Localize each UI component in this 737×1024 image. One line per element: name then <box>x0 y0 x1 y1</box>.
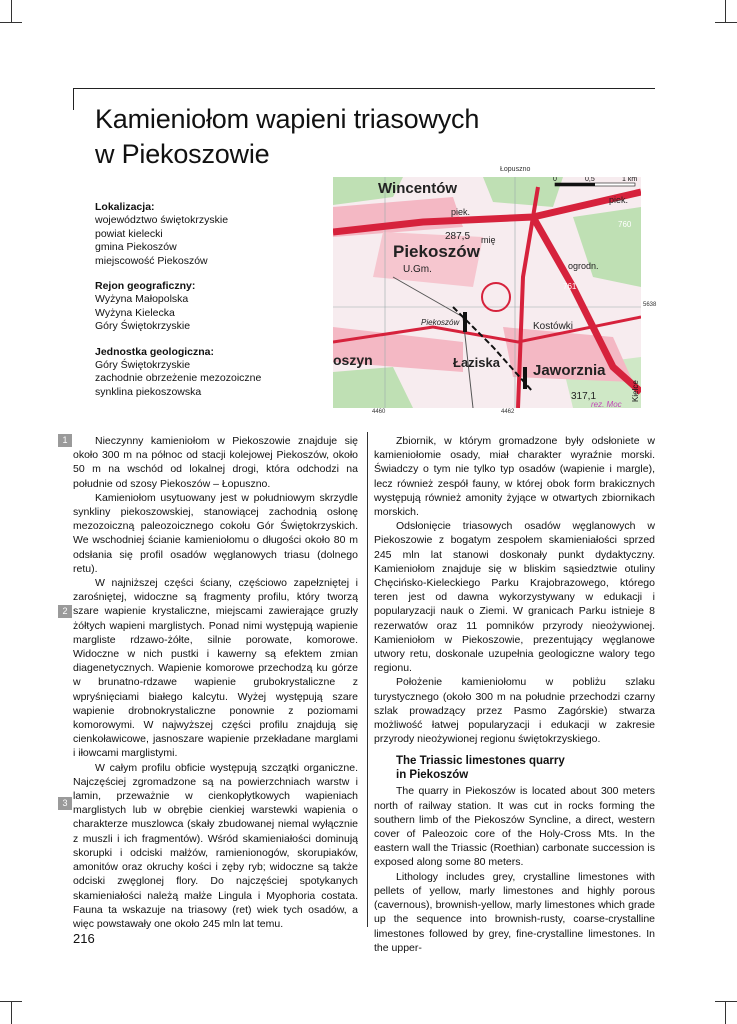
map-text: Jaworznia <box>533 362 606 379</box>
map-text: Piekoszów <box>393 242 480 261</box>
location-line: powiat kielecki <box>95 227 163 240</box>
geo-unit-heading: Jednostka geologiczna: <box>95 345 215 358</box>
crop-mark <box>0 22 22 23</box>
paragraph: Kamieniołom usytuowany jest w południowym skrzydle synkliny piekoszowskiej, stanowiącej zachodnią osłonę mezozoiczną paleozoicznego cokołu Gór Świętokrzyskich. We wschodniej ścianie kamieniołomu o długości około 80 m odsłania się profil osadów węglanowych triasu (dolnego retu). <box>73 491 358 575</box>
map-text: piek. <box>609 195 629 205</box>
map-text: Piekoszów <box>421 318 460 327</box>
scale-label: 1 km <box>622 177 638 183</box>
paragraph: Lithology includes grey, crystalline limestones with pellets of yellow, marly limestones and highly porous (cavernous), brownish-yellow, marly limestones which grade up the sequence into brownish-rusty, coarse-crystalline limestones followed by grey, fine-crystalline limestones. In the upper- <box>374 870 655 954</box>
topographic-map <box>333 177 641 408</box>
paragraph: Zbiornik, w którym gromadzone były odsłoniete w kamieniołomie osady, miał charakter wyraźnie morski. Świadczy o tym nie tylko typ osadów (wapienie i margle), lecz również zespół fauny, w której obok form brakicznych występują również amonity żyjące w otwartych zbiornikach morskich. <box>374 435 655 519</box>
header-rule <box>73 88 655 89</box>
map-text: oszyn <box>333 352 373 368</box>
crop-mark <box>0 1001 22 1002</box>
english-heading-line-1: The Triassic limestones quarry <box>396 755 565 768</box>
photo-marker: 3 <box>58 797 72 810</box>
map-graphic <box>333 177 641 408</box>
paragraph: Nieczynny kamieniołom w Piekoszowie znajduje się około 300 m na północ od stacji kolejowej Piekoszów, około 50 m na wschód od lokalnej drogi, która odchodzi na południe od szosy Piekoszów – Łopuszno. <box>73 435 358 490</box>
location-line: miejscowość Piekoszów <box>95 254 208 267</box>
header-rule-vertical <box>73 88 74 110</box>
map-text: 760 <box>618 220 632 229</box>
quarry-wall <box>463 312 467 332</box>
map-text: 761 <box>563 282 577 291</box>
title-line-1: Kamieniołom wapieni triasowych <box>95 104 480 134</box>
map-text: ogrodn. <box>568 261 599 271</box>
map-text: Wincentów <box>378 180 458 197</box>
location-line: województwo świętokrzyskie <box>95 214 229 227</box>
crop-mark <box>11 0 12 22</box>
crop-mark <box>725 0 726 22</box>
map-label-lopuszno: Łopuszno <box>500 166 531 173</box>
map-text: 317,1 <box>571 391 597 402</box>
right-column <box>374 434 655 955</box>
english-heading <box>374 754 655 782</box>
geo-unit-line: Góry Świętokrzyskie <box>95 359 191 372</box>
map-text: mię <box>481 235 496 245</box>
crop-mark <box>715 22 737 23</box>
paragraph: Położenie kamieniołomu w pobliżu szlaku turystycznego (około 300 m na południe przechodzi czarny szlak prowadzący przez Pasmo Zagórskie) stwarza możliwość łatwej popularyzacji i edukacji w zakresie przyrody nieożywionej regionu świętokrzyskiego. <box>374 676 655 746</box>
railway-station <box>523 367 527 389</box>
map-text: U.Gm. <box>403 264 432 275</box>
paragraph: W całym profilu obficie występują szczątki organiczne. Najczęściej zgromadzone są na powierzchniach warstw i lamin, przeważnie w cienkopłytkowych wapieniach marglistych lub w obrębie cienkiej warstewki wapienia o charakterze muszlowca (skały zbudowanej niemal wyłącznie z muszli i ich fragmentów). Wśród skamieniałości dominują skorupki i odciski małżów, ramienionogów, skorupiaków, amonitów oraz okruchy kości i zęby ryb; widoczne są także odciski zwęglonej flory. Do najczęściej spotykanych skamieniałości należą małże Lingula i Myophoria costata. Fauna ta wskazuje na triasowy (ret) wiek tych osadów, a więc powstawały one około 245 mln lat temu. <box>73 761 358 930</box>
location-block <box>95 201 325 268</box>
geo-unit-block <box>95 346 325 400</box>
map-text: piek. <box>451 207 471 217</box>
scale-label: 0,5 <box>585 177 595 183</box>
page-number: 216 <box>73 931 95 946</box>
region-block <box>95 280 325 334</box>
map-grid-label-right: 5638 <box>643 302 657 308</box>
column-divider <box>367 432 368 927</box>
english-heading-line-2: in Piekoszów <box>396 769 469 782</box>
geo-unit-line: synklina piekoszowska <box>95 385 202 398</box>
map-text: Kostówki <box>533 321 574 332</box>
photo-marker: 2 <box>58 605 72 618</box>
crop-mark <box>725 1002 726 1024</box>
site-info <box>95 201 325 411</box>
scale-label: 0 <box>553 177 557 183</box>
map-grid-label-bottom: 4460 <box>372 409 386 415</box>
region-line: Wyżyna Małopolska <box>95 293 189 306</box>
location-heading: Lokalizacja: <box>95 201 155 213</box>
paragraph: The quarry in Piekoszów is located about 300 meters north of railway station. It was cut in rocks forming the southern limb of the Piekoszów Syncline, a direct, western cover of Paleozoic core of the Holy-Cross Mts. In the eastern wall the Triassic (Roethian) carbonate succession is exposed along some 80 meters. <box>374 785 655 869</box>
paragraph: W najniższej części ściany, częściowo zapełzniętej i zarośniętej, widoczne są fragmenty profilu, który tworzą szare wapienie krystaliczne, miejscami zawierające gruzły żółtych wapieni marglistych. Ponad nimi występują wapienie margliste rdzawo-żółte, silnie porowate, komorowe. Widoczne w nich pustki i kawerny są efektem zmian diagenetycznych. Wapienie komorowe przechodzą ku górze w brunatno-rdzawe wapienie grubokrystaliczne z wpryśnięciami białego kalcytu. Wyżej występują szare wapienie drobnokrystaliczne ponownie z poziomami komorowymi. W najwyższej części profilu znajdują się cienkoławicowe, jasnoszare wapienie przekładane marglami i iłowcami marglistymi. <box>73 577 358 760</box>
page-title <box>95 102 535 172</box>
region-line: Góry Świętokrzyskie <box>95 320 191 333</box>
location-line: gmina Piekoszów <box>95 241 177 254</box>
map-text: rez. Moc <box>591 400 622 408</box>
geo-unit-line: zachodnie obrzeżenie mezozoiczne <box>95 372 262 385</box>
map-label-kielce: Kielce <box>631 380 640 402</box>
region-heading: Rejon geograficzny: <box>95 280 196 293</box>
map-text: Łaziska <box>453 355 500 370</box>
title-line-2: w Piekoszowie <box>95 139 270 169</box>
photo-marker: 1 <box>58 434 72 447</box>
map-text: 287,5 <box>445 231 471 242</box>
paragraph: Odsłonięcie triasowych osadów węglanowych w Piekoszowie z bogatym zespołem skamieniałości sprzed 245 mln lat stanowi doskonały punkt dydaktyczny. Kamieniołom znajduje się w bliskim sąsiedztwie otuliny Chęcińsko-Kieleckiego Parku Krajobrazowego, którego teren jest od dawna wykorzystywany w edukacji i popularyzacji nauk o Ziemi. W granicach Parku istnieje 8 rezerwatów oraz 11 pomników przyrody nieożywionej. Kamieniołom w Piekoszowie, prezentujący węglanowe utwory retu, doskonale uzupełnia geologiczne walory tego regionu. <box>374 520 655 675</box>
crop-mark <box>11 1002 12 1024</box>
left-column <box>73 434 358 931</box>
map-grid-label-bottom: 4462 <box>501 409 515 415</box>
scale-bar-segment <box>555 183 595 186</box>
crop-mark <box>715 1001 737 1002</box>
region-line: Wyżyna Kielecka <box>95 306 175 319</box>
